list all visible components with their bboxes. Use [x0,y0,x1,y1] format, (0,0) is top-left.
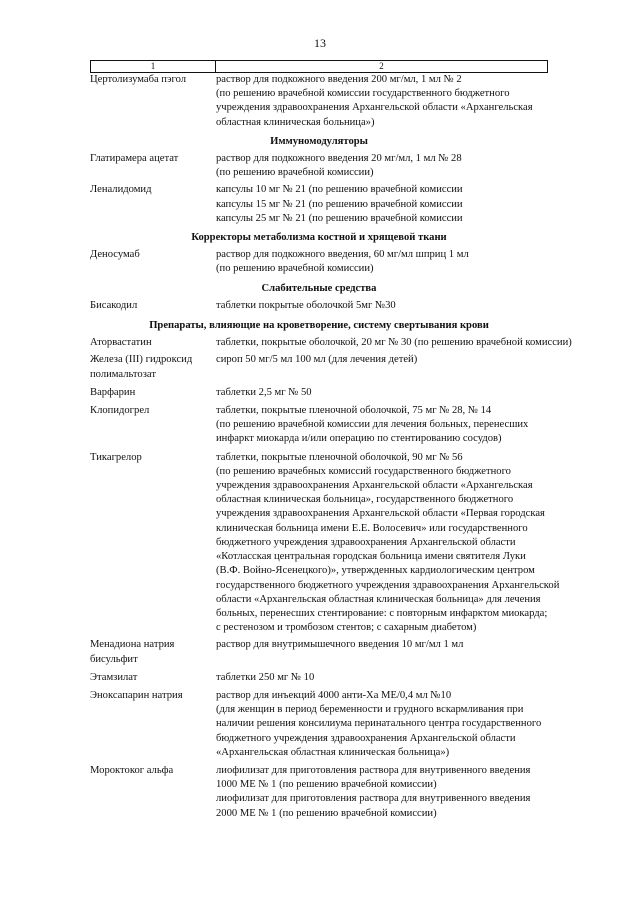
drug-name-line: бисульфит [90,653,138,665]
description-line: областная клиническая больница», государственного бюджетного [216,494,514,506]
description-line: раствор для подкожного введения 20 мг/мл, 1 мл № 28 [216,153,462,165]
drug-name [90,689,216,760]
drug-name [90,183,216,226]
table-row [90,73,548,130]
table-row [90,404,548,447]
description-line: раствор для внутримышечного введения 10 мг/мл 1 мл [216,639,464,651]
description-line: капсулы 15 мг № 21 (по решению врачебной комиссии [216,198,463,210]
description-line: больных, перенесших стентирование: с повторным инфарктом миокарда; [216,607,548,619]
description-line: лиофилизат для приготовления раствора для внутривенного введения [216,793,531,805]
drug-name-line: полимальтозат [90,368,156,380]
description-line: учреждения здравоохранения Архангельской области «Первая городская [216,508,545,520]
table-header [90,60,548,73]
description-line: (по решению врачебной комиссии для лечения больных, перенесших [216,419,529,431]
description-line: бюджетного учреждения здравоохранения Архангельской области [216,732,516,744]
description-line: «Архангельская областная клиническая больница») [216,746,450,758]
description-line: таблетки покрытые оболочкой 5мг №30 [216,299,396,311]
drug-name-line: Варфарин [90,386,136,398]
table-row [90,451,560,636]
table-row [90,764,548,821]
description-line: таблетки, покрытые оболочкой, 20 мг № 30 (по решению врачебной комиссии) [216,337,572,349]
description-line: «Котласская центральная городская больница имени святителя Луки [216,551,526,563]
drug-name-line: Менадиона натрия [90,639,175,651]
table-row [90,248,548,276]
drug-description [216,638,548,666]
drug-name [90,671,216,685]
drug-name-line: Железа (III) гидроксид [90,354,193,366]
drug-description [216,353,548,381]
description-line: наличии решения консилиума перинатального центра государственного [216,718,542,730]
table-body [90,73,572,821]
column-header-2: 2 [379,61,384,71]
description-line: раствор для подкожного введения 200 мг/мл, 1 мл № 2 [216,74,462,85]
table-row [90,152,548,180]
description-line: 2000 МЕ № 1 (по решению врачебной комиссии) [216,807,437,819]
drug-description [216,404,548,447]
drug-name [90,764,216,821]
section-heading: Слабительные средства [261,282,377,294]
drug-name [90,336,216,350]
drug-name [90,638,216,666]
table-row [90,386,548,400]
drug-description [216,451,559,636]
drug-name [90,404,216,447]
description-line: раствор для инъекций 4000 анти-Ха МЕ/0,4 мл №10 [216,689,452,701]
description-line: таблетки 250 мг № 10 [216,671,315,683]
drug-name [90,353,216,381]
table-row [90,183,548,226]
description-line: капсулы 25 мг № 21 (по решению врачебной комиссии [216,212,463,224]
table-row [90,638,548,666]
drug-description [216,183,548,226]
description-line: бюджетного учреждения здравоохранения Архангельской области [216,536,516,548]
description-line: (по решению врачебной комиссии государственного бюджетного [216,88,510,100]
description-line: (по решению врачебных комиссий государственного бюджетного [216,465,511,477]
description-line: таблетки, покрытые пленочной оболочкой, 75 мг № 28, № 14 [216,405,492,417]
drug-name [90,73,216,130]
description-line: клиническая больница имени Е.Е. Волосевич» или государственного [216,522,528,534]
description-line: сироп 50 мг/5 мл 100 мл (для лечения детей) [216,354,418,366]
drug-name-line: Тикагрелор [90,451,142,463]
description-line: учреждения здравоохранения Архангельской области «Архангельская [216,102,533,114]
drug-name-line: Аторвастатин [90,337,152,349]
description-line: таблетки 2,5 мг № 50 [216,386,312,398]
drug-name-line: Мороктоког альфа [90,764,174,776]
section-heading: Корректоры метаболизма костной и хрящевой ткани [191,232,447,244]
page-number: 13 [314,36,326,50]
drug-table [90,60,572,821]
drug-description [216,73,548,130]
description-line: капсулы 10 мг № 21 (по решению врачебной комиссии [216,184,463,196]
description-line: (по решению врачебной комиссии) [216,263,374,275]
drug-description [216,689,548,760]
description-line: с рестенозом и тромбозом стентов; с сахарным диабетом) [216,622,477,634]
drug-name-line: Глатирамера ацетат [90,153,179,165]
drug-name-line: Цертолизумаба пэгол [90,74,187,85]
description-line: лиофилизат для приготовления раствора для внутривенного введения [216,764,531,776]
description-line: (В.Ф. Войно-Ясенецкого)», утвержденных кардиологическим центром [216,565,535,577]
drug-name-line: Бисакодил [90,299,138,311]
table-row [90,336,572,350]
description-line: (для женщин в период беременности и грудного вскармливания при [216,704,524,716]
drug-name-line: Леналидомид [90,184,152,196]
drug-name [90,248,216,276]
drug-description [216,248,548,276]
drug-name-line: Эноксапарин натрия [90,689,183,701]
drug-name [90,451,216,636]
drug-description [216,386,548,400]
table-row [90,353,548,381]
table-row [90,689,548,760]
drug-description [216,671,548,685]
drug-description [216,764,548,821]
description-line: учреждения здравоохранения Архангельской области «Архангельская [216,480,533,492]
drug-description [216,336,572,350]
description-line: областная клиническая больница») [216,116,375,128]
drug-description [216,152,548,180]
column-header-1: 1 [91,61,216,72]
section-heading: Препараты, влияющие на кроветворение, систему свертывания крови [149,320,489,332]
description-line: области «Архангельская областная клиническая больница» для лечения [216,593,541,605]
section-heading: Иммуномодуляторы [270,135,368,147]
table-row [90,671,548,685]
drug-name [90,386,216,400]
description-line: государственного бюджетного учреждения здравоохранения Архангельской [216,579,560,591]
description-line: (по решению врачебной комиссии) [216,167,374,179]
table-row [90,299,548,313]
drug-name [90,299,216,313]
description-line: таблетки, покрытые пленочной оболочкой, 90 мг № 56 [216,451,463,463]
drug-name-line: Этамзилат [90,671,138,683]
drug-name-line: Деносумаб [90,249,140,261]
description-line: раствор для подкожного введения, 60 мг/мл шприц 1 мл [216,249,469,261]
drug-description [216,299,548,313]
description-line: инфаркт миокарда и/или операцию по стентированию сосудов) [216,433,502,445]
description-line: 1000 МЕ № 1 (по решению врачебной комиссии) [216,779,437,791]
drug-name-line: Клопидогрел [90,405,150,417]
drug-name [90,152,216,180]
